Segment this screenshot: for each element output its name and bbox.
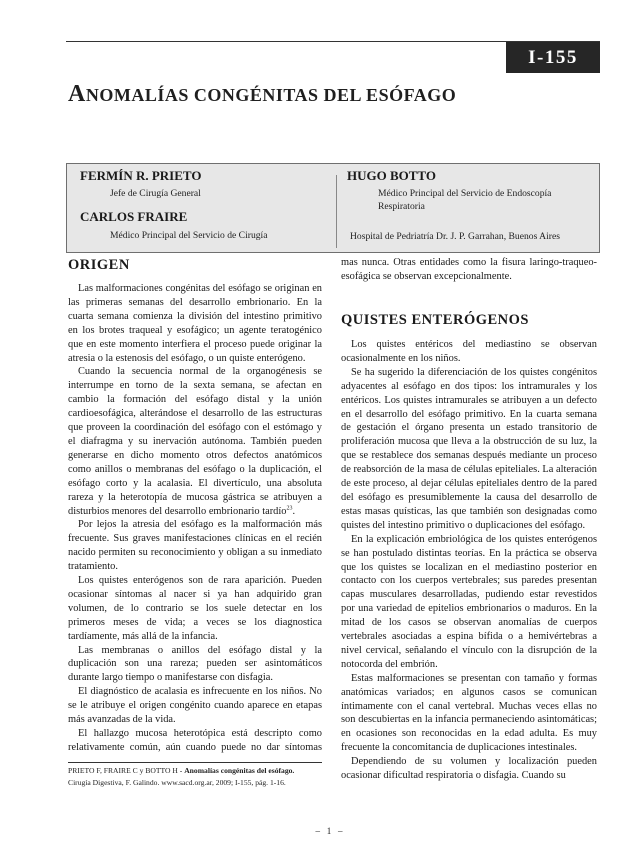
quistes-paragraph-4: Estas malformaciones se presentan con tamaño y formas anatómicas variados; en algunos casos se comunican íntimamente con el canal vertebral. Muchas veces ellas no son descubiertas en la infancia permaneciendo asintomáticas; en ocasiones son reconocidas en la edad adulta. Es muy frecuente la concomitancia de duplicaciones intestinales. [341,672,597,754]
quistes-paragraph-5: Dependiendo de su volumen y localización pueden ocasionar dificultad respiratoria o disfagia. Cuando su [341,756,597,782]
section-heading-origen: ORIGEN [68,257,130,273]
citation-line-1 [68,765,328,776]
citation-line-2: Cirugía Digestiva, F. Galindo. www.sacd.org.ar, 2009; I-155, pág. 1-16. [68,778,286,787]
right-column-top [341,256,597,284]
citation-title: Anomalías congénitas del esófago. [184,766,295,775]
quistes-paragraph-2: Se ha sugerido la diferenciación de los quistes congénitos adyacentes al esófago en dos tipos: los intramurales y los entéricos. Los quistes intramurales se atribuyen a un defecto en el desarrollo del esófago primitivo. En la cuarta semana de gestación el órgano presenta un estado transitorio de proliferación mucosa que lleva a la obstrucción de su luz, la que se restablece dos semanas después mediante un proceso de reabsorción de la masa de células epiteliales. La alteración de este proceso, al dejar células epiteliales dentro de la pared del esófago es presumiblemente la causa del desarrollo de estas masas quísticas, las que también son designadas como quistes del intestino primitivo o duplicaciones del esófago. [341,366,597,531]
author-name-prieto: FERMÍN R. PRIETO [80,168,202,183]
chapter-badge: I-155 [506,42,600,73]
origen-paragraph-2 [68,365,322,518]
left-column [68,282,322,755]
origen-paragraph-5: Las membranas o anillos del esófago distal y la duplicación son una rareza; pueden ser asintomáticos durante largo tiempo o manifestarse con disfagia. [68,644,322,684]
author-divider [336,175,337,248]
origen-paragraph-6: El diagnóstico de acalasia es infrecuente en los niños. No se le atribuye el origen congénito cuando aparece en etapas más avanzadas de la vida. [68,686,322,726]
origen-paragraph-3: Por lejos la atresia del esófago es la malformación más frecuente. Sus graves manifestaciones clínicas en el recién nacido permiten su reconocimiento y obligan a su inmediato tratamiento. [68,519,322,573]
origen-paragraph-4: Los quistes enterógenos son de rara aparición. Pueden ocasionar síntomas al nacer si ya han adquirido gran volumen, de lo contrario se los suele detectar en los primeros meses de vida; a veces se los diagnostica tardíamente, más allá de la infancia. [68,575,322,642]
section-heading-quistes: QUISTES ENTERÓGENOS [341,312,529,328]
author-role-botto-2: Respiratoria [378,201,425,212]
footnote-rule [68,762,322,763]
title-rest: NOMALÍAS CONGÉNITAS DEL ESÓFAGO [85,85,457,105]
quistes-paragraph-1: Los quistes entéricos del mediastino se observan ocasionalmente en los niños. [341,339,597,364]
citation-authors: PRIETO F, FRAIRE C y BOTTO H - [68,766,185,775]
author-role-botto-1: Médico Principal del Servicio de Endoscopía [378,188,552,199]
page-number: – 1 – [315,826,343,836]
right-column [341,338,597,783]
title-initial: A [68,81,86,107]
author-institution: Hospital de Pedriatría Dr. J. P. Garrahan, Buenos Aires [350,231,560,242]
reference-superscript: 23 [286,505,293,512]
reference-period: . [292,505,296,517]
author-name-fraire: CARLOS FRAIRE [80,209,188,224]
author-role-fraire: Médico Principal del Servicio de Cirugía [110,230,268,241]
author-name-botto: HUGO BOTTO [347,168,436,183]
origen-paragraph-7: El hallazgo mucosa heterotópica está descripto como relativamente común, aún cuando puede no dar síntomas [68,728,322,753]
origen-paragraph-2-text: Cuando la secuencia normal de la organogénesis se interrumpe en torno de la sexta semana, se afectan en cambio la formación del esófago distal y la unión cardioesofágica, alterándose el desarrollo de las estructuras que proveen la coordinación del esófago con el estómago y el diafragma y su inervación autónoma. También pueden generarse en dicho momento otros defectos anatómicos como anillos o membranas del esófago o la duplicación, el esófago corto y la acalasia. El divertículo, una absoluta rareza y la heterotopía de mucosa gástrica se atribuyen a disturbios menores del desarrollo embrionario tardío [68,366,322,517]
origen-paragraph-1: Las malformaciones congénitas del esófago se originan en las primeras semanas del desarrollo embrionario. En la cuarta semana comienza la división del intestino primitivo en los brotes traqueal y esofágico; un agente teratogénico que en este momento interfiera el proceso puede originar la atresia o la estenosis del esófago, o un quiste enterógeno. [68,283,322,364]
page-number-value: 1 [326,826,332,836]
author-role-prieto: Jefe de Cirugía General [110,188,201,199]
quistes-paragraph-3: En la explicación embriológica de los quistes enterógenos se han postulado distintas teorías. En la práctica se observa que los quistes se localizan en el mediastino posterior en contacto con los cuerpos vertebrales; sus paredes presentan capas musculares desarrolladas, pudiendo estar revestidos por una variedad de epitelios embrionarios o maduros. En la mitad de los casos se observan anomalías de cuerpos vertebrales asociadas a espina bífida o a hemivértebras a nivel cervical, señalando el vínculo con la disrupción de la notocorda del embrión. [341,533,597,670]
article-title [68,80,456,109]
origen-paragraph-7-continuation: mas nunca. Otras entidades como la fisura laringo-traqueo-esofágica se observan excepcionalmente. [341,257,597,282]
